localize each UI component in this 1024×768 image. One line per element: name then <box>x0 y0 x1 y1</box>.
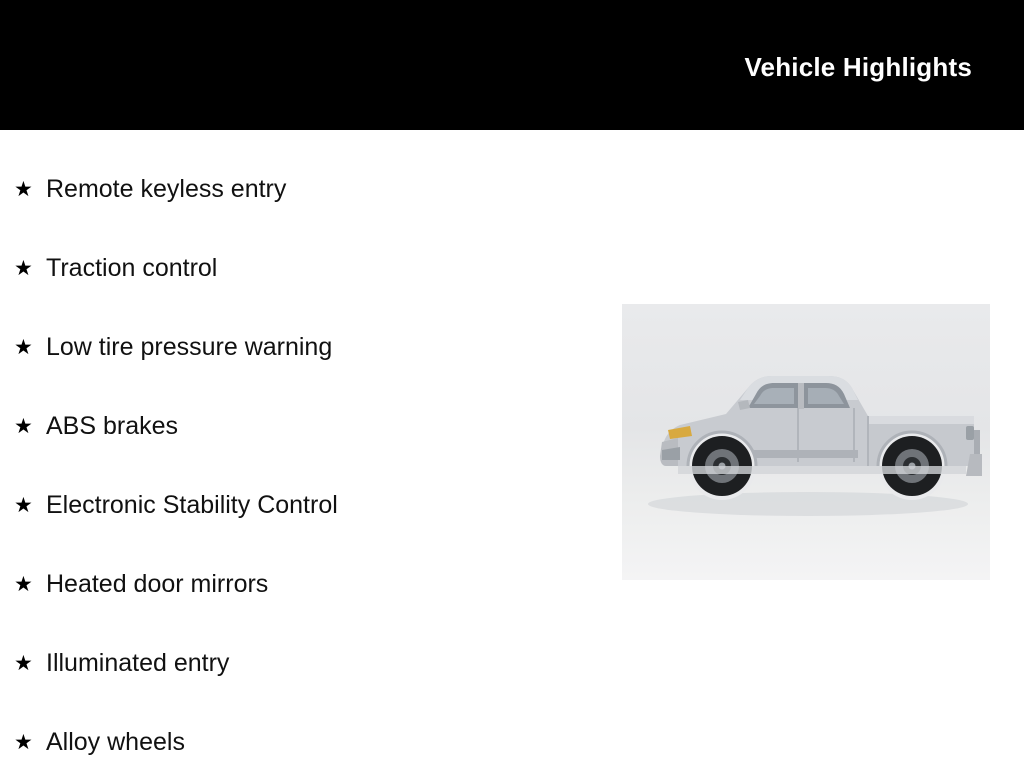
list-item-label: Illuminated entry <box>46 649 230 677</box>
list-item <box>0 703 600 768</box>
list-item <box>0 387 600 466</box>
pickup-truck-illustration <box>622 304 990 580</box>
list-item-label: Electronic Stability Control <box>46 491 338 519</box>
star-icon: ★ <box>14 336 33 359</box>
star-icon: ★ <box>14 178 33 201</box>
list-item-label: Low tire pressure warning <box>46 333 333 361</box>
star-icon: ★ <box>14 573 33 596</box>
list-item <box>0 624 600 703</box>
star-icon: ★ <box>14 257 33 280</box>
list-item-label: Remote keyless entry <box>46 175 287 203</box>
vehicle-image <box>622 304 990 580</box>
list-item <box>0 545 600 624</box>
star-icon: ★ <box>14 652 33 675</box>
list-item-label: Heated door mirrors <box>46 570 269 598</box>
page-title: Vehicle Highlights <box>744 52 972 82</box>
list-item <box>0 229 600 308</box>
list-item <box>0 308 600 387</box>
list-item-label: Traction control <box>46 254 218 282</box>
vehicle-highlights-list <box>0 150 600 768</box>
list-item <box>0 150 600 229</box>
star-icon: ★ <box>14 415 33 438</box>
star-icon: ★ <box>14 494 33 517</box>
list-item-label: Alloy wheels <box>46 728 185 756</box>
header-bar <box>0 0 1024 130</box>
list-item-label: ABS brakes <box>46 412 179 440</box>
list-item <box>0 466 600 545</box>
star-icon: ★ <box>14 731 33 754</box>
